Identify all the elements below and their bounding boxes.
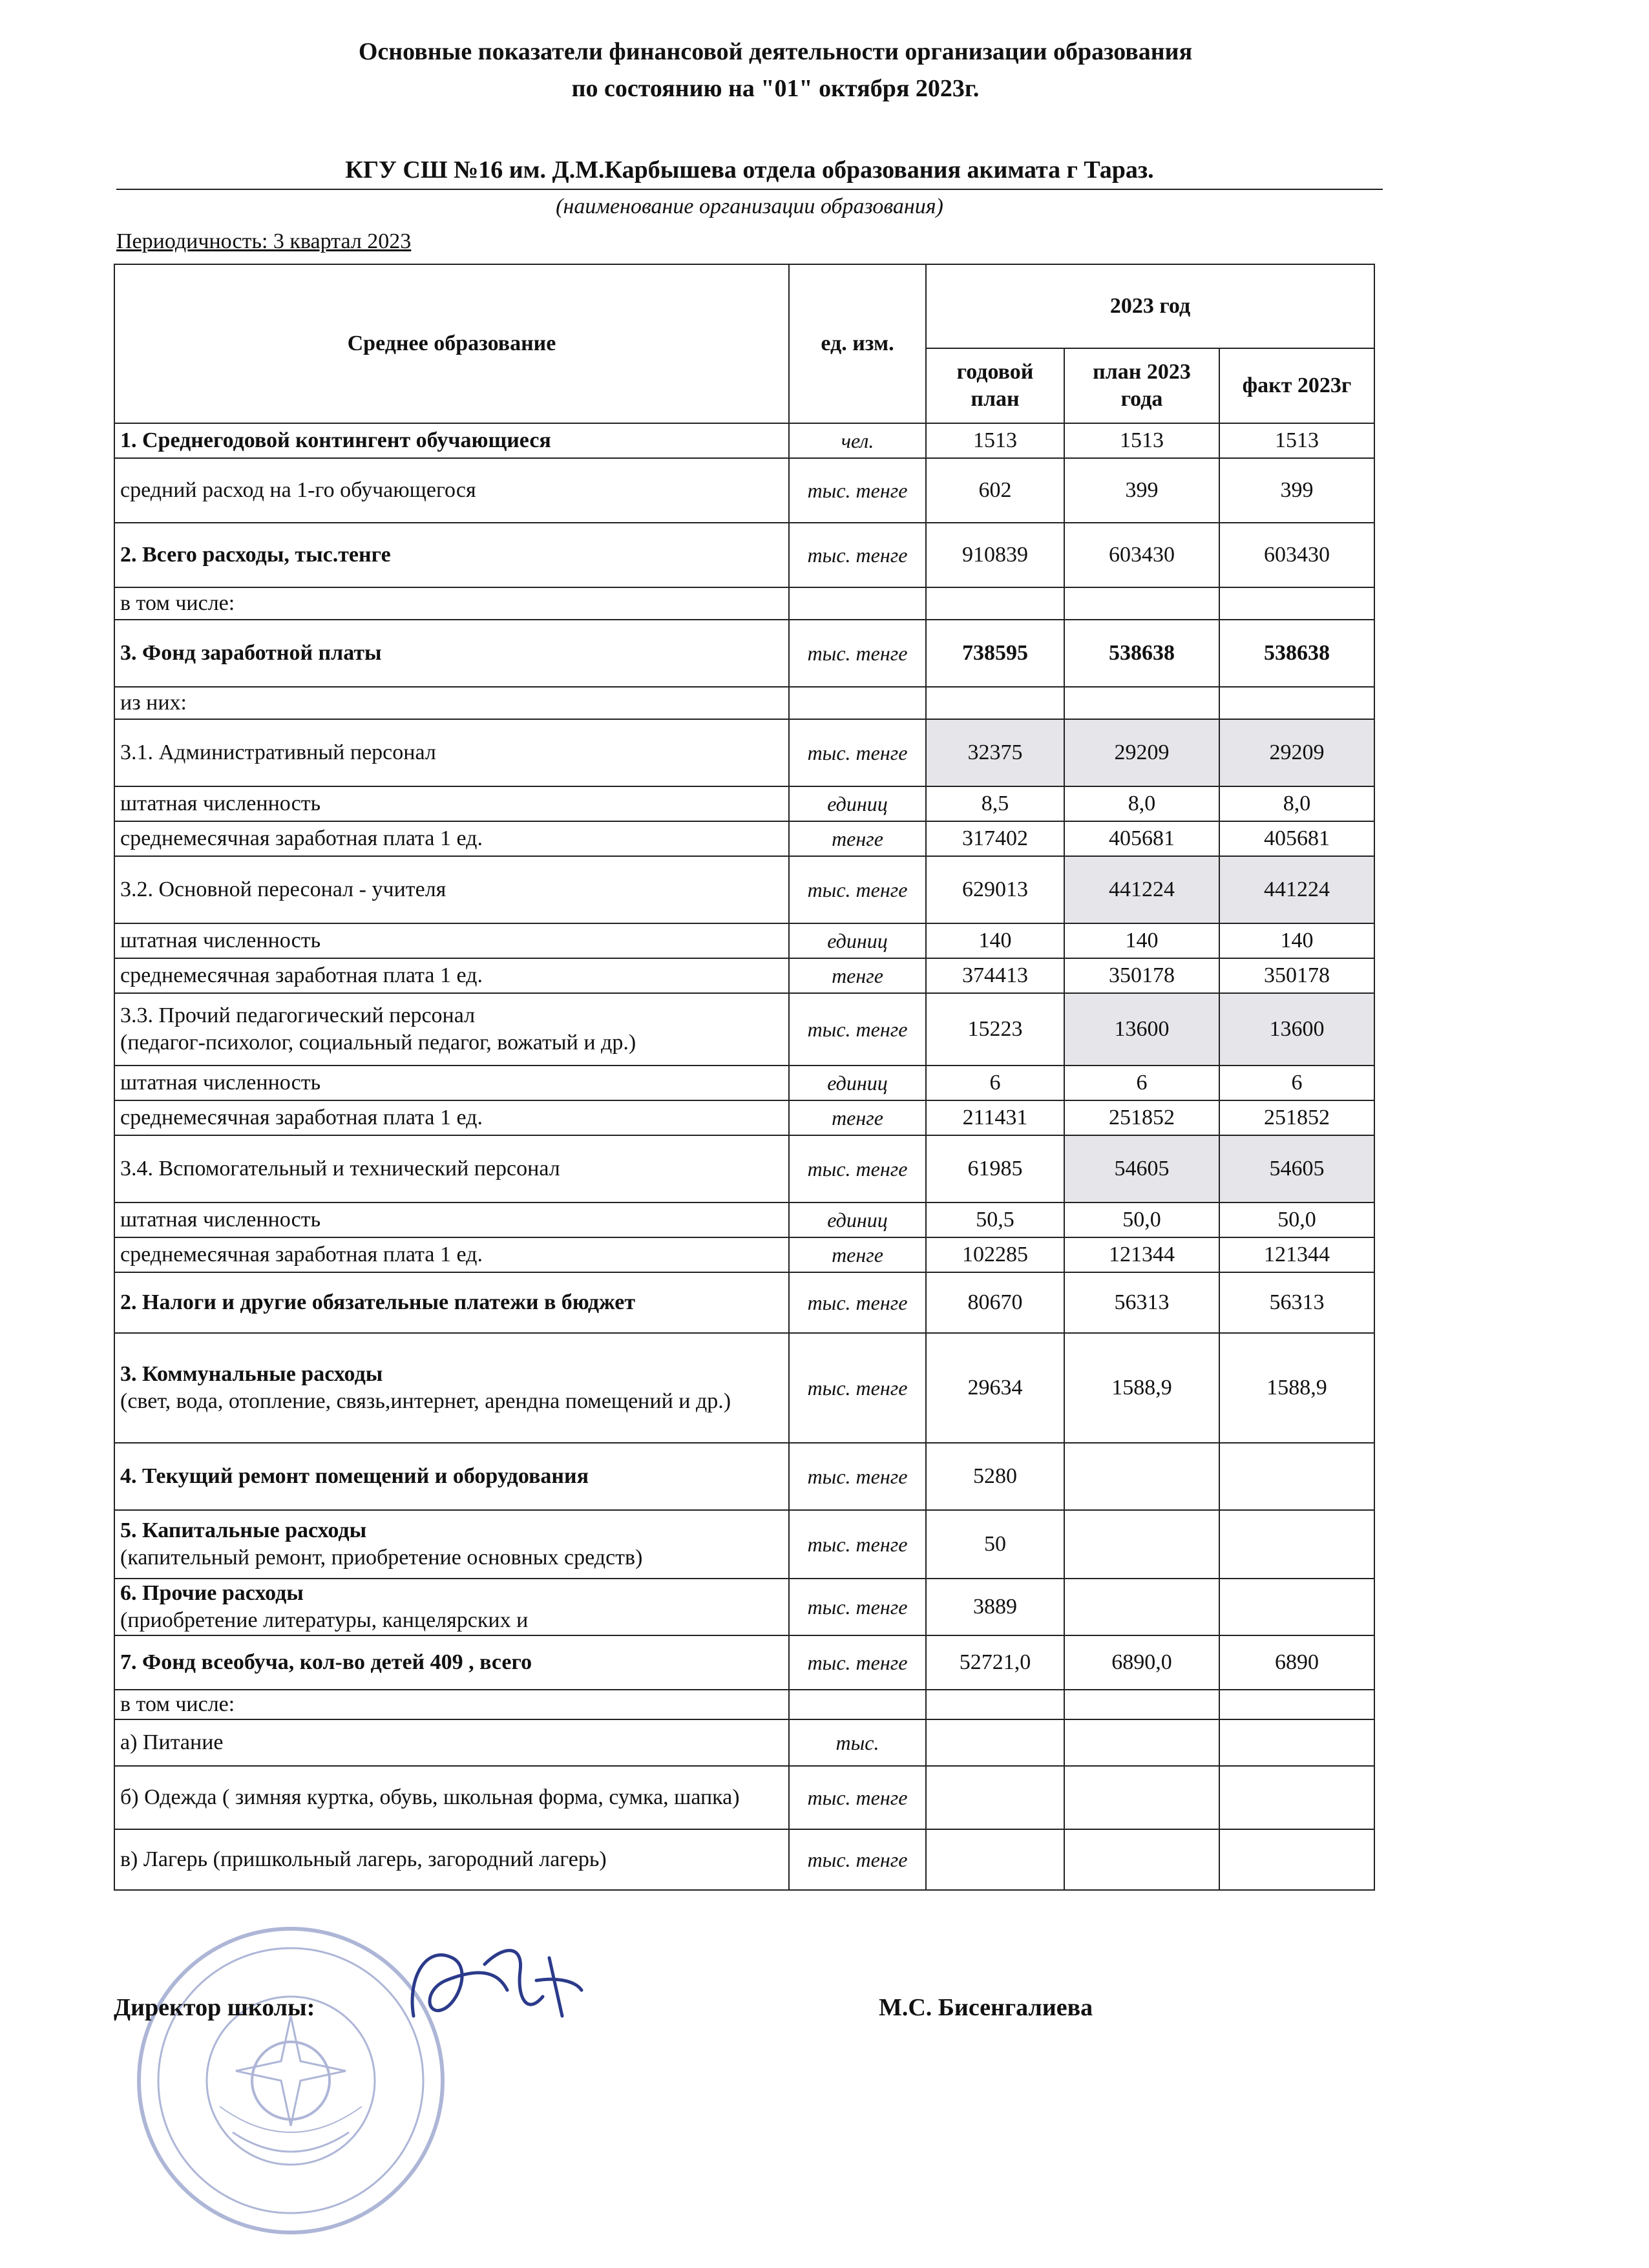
row-label (114, 1135, 789, 1202)
value-fact-2023: 603430 (1219, 523, 1374, 587)
value-fact-2023: 50,0 (1219, 1202, 1374, 1237)
value-plan-2023: 13600 (1064, 993, 1219, 1066)
row-label (114, 786, 789, 821)
value-plan-2023: 538638 (1064, 620, 1219, 687)
value-plan-annual: 8,5 (926, 786, 1064, 821)
unit-cell: единиц (789, 786, 926, 821)
value-fact-2023 (1219, 1719, 1374, 1766)
unit-cell: единиц (789, 923, 926, 958)
value-plan-2023: 350178 (1064, 958, 1219, 993)
value-plan-annual: 6 (926, 1066, 1064, 1100)
organization-underline (116, 189, 1383, 190)
table-row (114, 620, 1374, 687)
value-fact-2023: 1588,9 (1219, 1333, 1374, 1443)
unit-cell: тыс. тенге (789, 1829, 926, 1890)
value-plan-annual (926, 687, 1064, 719)
unit-cell: тыс. тенге (789, 1272, 926, 1333)
value-plan-2023: 50,0 (1064, 1202, 1219, 1237)
value-plan-annual: 910839 (926, 523, 1064, 587)
unit-cell: единиц (789, 1202, 926, 1237)
value-fact-2023: 13600 (1219, 993, 1374, 1066)
value-plan-annual: 61985 (926, 1135, 1064, 1202)
table-row (114, 523, 1374, 587)
row-label-text: 1. Среднегодовой контингент обучающиеся (120, 428, 551, 452)
row-label-text: 3.2. Основной пересонал - учителя (120, 877, 446, 901)
row-label-text: б) Одежда ( зимняя куртка, обувь, школьная форма, сумка, шапка) (120, 1785, 740, 1809)
row-label-subtext: (свет, вода, отопление, связь,интернет, арендна помещений и др.) (120, 1389, 731, 1413)
unit-cell: тыс. тенге (789, 620, 926, 687)
row-label (114, 1690, 789, 1719)
unit-cell: тыс. (789, 1719, 926, 1766)
signature-label: Директор школы: (114, 1994, 315, 2021)
table-row (114, 786, 1374, 821)
report-date: по состоянию на "01" октября 2023г. (571, 75, 980, 102)
row-label (114, 587, 789, 620)
unit-cell: единиц (789, 1066, 926, 1100)
periodicity: Периодичность: 3 квартал 2023 (116, 229, 412, 253)
table-row (114, 1579, 1374, 1635)
row-label (114, 821, 789, 856)
row-label-text: 3.1. Административный персонал (120, 740, 436, 764)
row-label (114, 1066, 789, 1100)
row-label (114, 523, 789, 587)
value-plan-annual: 140 (926, 923, 1064, 958)
value-fact-2023 (1219, 1690, 1374, 1719)
unit-cell: тенге (789, 821, 926, 856)
value-plan-2023 (1064, 1579, 1219, 1635)
unit-cell: тыс. тенге (789, 458, 926, 523)
row-label (114, 1579, 789, 1635)
value-fact-2023 (1219, 1579, 1374, 1635)
value-fact-2023: 6 (1219, 1066, 1374, 1100)
table-row (114, 1100, 1374, 1135)
value-plan-2023: 441224 (1064, 856, 1219, 923)
row-label (114, 856, 789, 923)
unit-cell: тыс. тенге (789, 1333, 926, 1443)
row-label-text: в том числе: (120, 1692, 235, 1716)
value-plan-2023 (1064, 1766, 1219, 1829)
unit-cell: тыс. тенге (789, 856, 926, 923)
financial-table (114, 264, 1375, 1891)
value-plan-annual: 5280 (926, 1443, 1064, 1510)
row-label-text: 3. Коммунальные расходы (120, 1362, 383, 1386)
value-fact-2023: 350178 (1219, 958, 1374, 993)
row-label (114, 1272, 789, 1333)
row-label (114, 1719, 789, 1766)
table-row (114, 1510, 1374, 1579)
organization-note: (наименование организации образования) (556, 194, 943, 218)
value-fact-2023: 8,0 (1219, 786, 1374, 821)
value-plan-annual (926, 1690, 1064, 1719)
row-label-text: 2. Налоги и другие обязательные платежи в бюджет (120, 1290, 636, 1314)
value-plan-2023: 6890,0 (1064, 1635, 1219, 1690)
unit-cell: чел. (789, 423, 926, 458)
row-label-text: в том числе: (120, 591, 235, 615)
value-fact-2023: 399 (1219, 458, 1374, 523)
value-fact-2023: 6890 (1219, 1635, 1374, 1690)
row-label-text: 4. Текущий ремонт помещений и оборудования (120, 1464, 589, 1488)
value-plan-annual: 29634 (926, 1333, 1064, 1443)
row-label-text: 7. Фонд всеобуча, кол-во детей 409 , всего (120, 1650, 532, 1674)
table-row (114, 1272, 1374, 1333)
column-header-name: Среднее образование (114, 264, 789, 423)
unit-cell: тыс. тенге (789, 1635, 926, 1690)
value-fact-2023: 251852 (1219, 1100, 1374, 1135)
value-plan-annual: 102285 (926, 1237, 1064, 1272)
value-plan-2023: 399 (1064, 458, 1219, 523)
value-fact-2023 (1219, 1766, 1374, 1829)
unit-cell (789, 687, 926, 719)
value-plan-2023: 1513 (1064, 423, 1219, 458)
table-row (114, 1766, 1374, 1829)
value-plan-annual (926, 1719, 1064, 1766)
report-title: Основные показатели финансовой деятельности организации образования (358, 38, 1193, 65)
value-plan-2023: 8,0 (1064, 786, 1219, 821)
row-label (114, 993, 789, 1066)
table-row (114, 1719, 1374, 1766)
value-fact-2023 (1219, 587, 1374, 620)
value-plan-annual: 1513 (926, 423, 1064, 458)
row-label (114, 620, 789, 687)
value-plan-annual: 52721,0 (926, 1635, 1064, 1690)
value-fact-2023 (1219, 1829, 1374, 1890)
row-label-text: 3.4. Вспомогательный и технический персонал (120, 1157, 560, 1181)
row-label-text: среднемесячная заработная плата 1 ед. (120, 1106, 483, 1129)
value-plan-2023 (1064, 1690, 1219, 1719)
unit-cell: тенге (789, 1237, 926, 1272)
unit-cell: тенге (789, 958, 926, 993)
value-plan-annual: 50 (926, 1510, 1064, 1579)
row-label-text: среднемесячная заработная плата 1 ед. (120, 1243, 483, 1266)
value-fact-2023: 1513 (1219, 423, 1374, 458)
table-row (114, 423, 1374, 458)
value-plan-annual: 317402 (926, 821, 1064, 856)
unit-cell: тыс. тенге (789, 1443, 926, 1510)
unit-cell (789, 587, 926, 620)
row-label-text: 2. Всего расходы, тыс.тенге (120, 543, 391, 567)
value-plan-2023 (1064, 1510, 1219, 1579)
value-plan-annual (926, 1829, 1064, 1890)
value-plan-2023: 1588,9 (1064, 1333, 1219, 1443)
row-label-text: из них: (120, 691, 187, 715)
value-plan-2023: 6 (1064, 1066, 1219, 1100)
value-fact-2023: 54605 (1219, 1135, 1374, 1202)
value-plan-annual: 80670 (926, 1272, 1064, 1333)
table-row (114, 1333, 1374, 1443)
table-row (114, 687, 1374, 719)
director-name: М.С. Бисенгалиева (879, 1994, 1093, 2021)
row-label (114, 923, 789, 958)
unit-cell: тыс. тенге (789, 1579, 926, 1635)
row-label-text: штатная численность (120, 929, 321, 952)
value-fact-2023: 121344 (1219, 1237, 1374, 1272)
unit-cell: тыс. тенге (789, 1510, 926, 1579)
table-row (114, 1635, 1374, 1690)
table-row (114, 856, 1374, 923)
table-row (114, 719, 1374, 786)
row-label-text: штатная численность (120, 792, 321, 815)
table-row (114, 993, 1374, 1066)
row-label (114, 458, 789, 523)
row-label (114, 1333, 789, 1443)
value-plan-annual: 15223 (926, 993, 1064, 1066)
organization-name: КГУ СШ №16 им. Д.М.Карбышева отдела образования акимата г Тараз. (345, 156, 1154, 184)
table-row (114, 587, 1374, 620)
column-header-plan-2023: план 2023 года (1064, 348, 1219, 423)
row-label (114, 687, 789, 719)
value-plan-2023: 251852 (1064, 1100, 1219, 1135)
table-row (114, 958, 1374, 993)
value-plan-2023: 603430 (1064, 523, 1219, 587)
row-label-text: 3.3. Прочий педагогический персонал (120, 1003, 476, 1027)
value-plan-annual: 32375 (926, 719, 1064, 786)
value-plan-2023: 121344 (1064, 1237, 1219, 1272)
row-label (114, 1829, 789, 1890)
row-label (114, 1635, 789, 1690)
table-row (114, 1443, 1374, 1510)
table-row (114, 923, 1374, 958)
value-fact-2023: 140 (1219, 923, 1374, 958)
value-plan-annual: 602 (926, 458, 1064, 523)
value-fact-2023: 56313 (1219, 1272, 1374, 1333)
row-label-text: а) Питание (120, 1730, 224, 1754)
value-fact-2023 (1219, 687, 1374, 719)
unit-cell: тенге (789, 1100, 926, 1135)
row-label (114, 1443, 789, 1510)
row-label-text: штатная численность (120, 1208, 321, 1232)
table-row (114, 1066, 1374, 1100)
row-label-text: 5. Капитальные расходы (120, 1518, 367, 1542)
value-fact-2023: 441224 (1219, 856, 1374, 923)
value-plan-2023 (1064, 1719, 1219, 1766)
value-plan-annual: 629013 (926, 856, 1064, 923)
table-row (114, 1135, 1374, 1202)
row-label-subtext: (капительный ремонт, приобретение основных средств) (120, 1546, 643, 1570)
value-fact-2023: 29209 (1219, 719, 1374, 786)
column-header-fact-2023: факт 2023г (1219, 348, 1374, 423)
table-row (114, 1829, 1374, 1890)
value-plan-2023: 405681 (1064, 821, 1219, 856)
row-label (114, 1766, 789, 1829)
value-plan-annual (926, 1766, 1064, 1829)
column-header-year: 2023 год (926, 264, 1374, 348)
unit-cell: тыс. тенге (789, 1766, 926, 1829)
value-plan-2023: 56313 (1064, 1272, 1219, 1333)
value-plan-annual: 3889 (926, 1579, 1064, 1635)
value-fact-2023: 538638 (1219, 620, 1374, 687)
unit-cell: тыс. тенге (789, 523, 926, 587)
row-label (114, 719, 789, 786)
row-label-text: среднемесячная заработная плата 1 ед. (120, 826, 483, 850)
row-label-text: среднемесячная заработная плата 1 ед. (120, 963, 483, 987)
value-plan-2023: 54605 (1064, 1135, 1219, 1202)
table-row (114, 1690, 1374, 1719)
table-row (114, 1202, 1374, 1237)
row-label-subtext: (педагог-психолог, социальный педагог, вожатый и др.) (120, 1031, 636, 1055)
row-label-text: 6. Прочие расходы (120, 1581, 304, 1605)
unit-cell: тыс. тенге (789, 993, 926, 1066)
row-label-text: штатная численность (120, 1071, 321, 1095)
value-plan-2023 (1064, 687, 1219, 719)
row-label (114, 1100, 789, 1135)
value-fact-2023 (1219, 1510, 1374, 1579)
unit-cell: тыс. тенге (789, 719, 926, 786)
row-label-text: в) Лагерь (пришкольный лагерь, загородний лагерь) (120, 1847, 607, 1871)
row-label (114, 1237, 789, 1272)
table-row (114, 821, 1374, 856)
value-plan-2023 (1064, 1443, 1219, 1510)
value-plan-annual: 50,5 (926, 1202, 1064, 1237)
unit-cell (789, 1690, 926, 1719)
director-signature (388, 1919, 594, 2048)
column-header-unit: ед. изм. (789, 264, 926, 423)
value-plan-annual (926, 587, 1064, 620)
value-plan-2023: 29209 (1064, 719, 1219, 786)
value-plan-annual: 738595 (926, 620, 1064, 687)
row-label (114, 1510, 789, 1579)
value-fact-2023 (1219, 1443, 1374, 1510)
value-plan-2023 (1064, 587, 1219, 620)
value-plan-2023 (1064, 1829, 1219, 1890)
row-label-subtext: (приобретение литературы, канцелярских и (120, 1608, 529, 1632)
unit-cell: тыс. тенге (789, 1135, 926, 1202)
value-plan-2023: 140 (1064, 923, 1219, 958)
value-plan-annual: 374413 (926, 958, 1064, 993)
value-plan-annual: 211431 (926, 1100, 1064, 1135)
value-fact-2023: 405681 (1219, 821, 1374, 856)
row-label-text: средний расход на 1-го обучающегося (120, 478, 476, 502)
row-label (114, 958, 789, 993)
table-row (114, 1237, 1374, 1272)
column-header-plan-annual: годовой план (926, 348, 1064, 423)
table-row (114, 458, 1374, 523)
row-label (114, 1202, 789, 1237)
row-label (114, 423, 789, 458)
row-label-text: 3. Фонд заработной платы (120, 641, 382, 665)
table-body (114, 423, 1374, 1890)
